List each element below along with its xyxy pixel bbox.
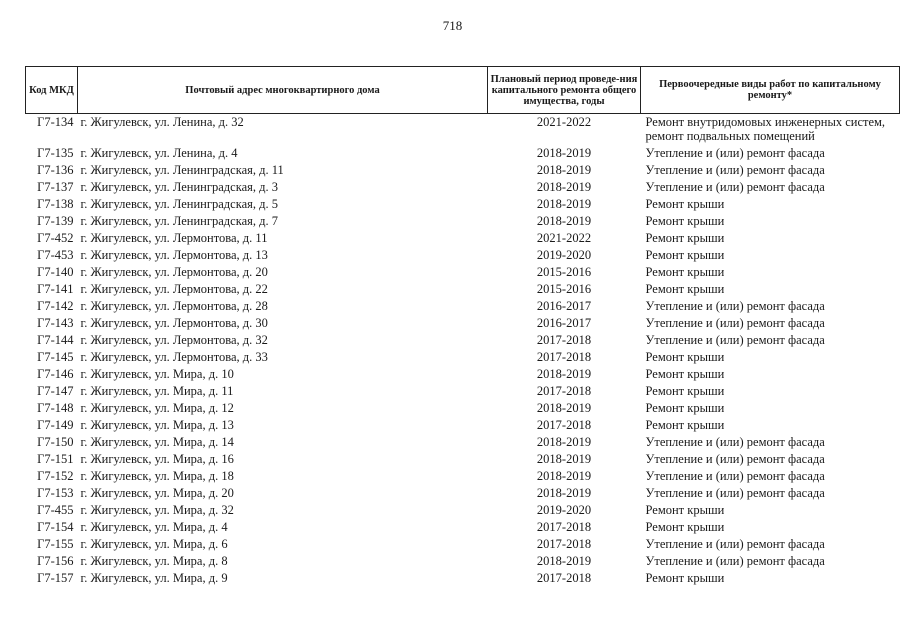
works-cell: Ремонт крыши [645,214,725,228]
table-row [26,519,900,536]
address-cell: г. Жигулевск, ул. Мира, д. 10 [80,367,234,381]
table-row [26,332,900,349]
table-row [26,315,900,332]
period-cell: 2018-2019 [536,435,592,449]
code-cell: Г7-155 [37,537,74,551]
works-cell: Утепление и (или) ремонт фасада [645,146,825,160]
address-cell: г. Жигулевск, ул. Ленинградская, д. 3 [80,180,278,194]
table-row [26,264,900,281]
works-cell: Утепление и (или) ремонт фасада [645,554,825,568]
works-cell: Утепление и (или) ремонт фасада [645,333,825,347]
header-address: Почтовый адрес многоквартирного дома [78,67,488,114]
code-cell: Г7-453 [37,248,74,262]
table-row [26,230,900,247]
address-cell: г. Жигулевск, ул. Мира, д. 4 [80,520,228,534]
code-cell: Г7-152 [37,469,74,483]
period-cell: 2018-2019 [536,554,592,568]
table-row [26,434,900,451]
address-cell: г. Жигулевск, ул. Ленинградская, д. 7 [80,214,278,228]
code-cell: Г7-151 [37,452,74,466]
table-row [26,213,900,230]
works-cell: Утепление и (или) ремонт фасада [645,180,825,194]
code-cell: Г7-143 [37,316,74,330]
works-cell: Ремонт крыши [645,282,725,296]
code-cell: Г7-455 [37,503,74,517]
header-row [26,67,900,114]
table-row [26,400,900,417]
works-cell: Утепление и (или) ремонт фасада [645,316,825,330]
period-cell: 2021-2022 [536,115,592,129]
table-row [26,553,900,570]
code-cell: Г7-145 [37,350,74,364]
period-cell: 2017-2018 [536,418,592,432]
code-cell: Г7-157 [37,571,74,585]
header-code: Код МКД [26,67,78,114]
code-cell: Г7-150 [37,435,74,449]
period-cell: 2017-2018 [536,537,592,551]
table-row [26,298,900,315]
code-cell: Г7-452 [37,231,74,245]
table-row [26,366,900,383]
period-cell: 2016-2017 [536,299,592,313]
period-cell: 2015-2016 [536,265,592,279]
code-cell: Г7-146 [37,367,74,381]
period-cell: 2018-2019 [536,367,592,381]
table-row [26,468,900,485]
code-cell: Г7-135 [37,146,74,160]
code-cell: Г7-139 [37,214,74,228]
works-cell: Ремонт крыши [645,520,725,534]
code-cell: Г7-144 [37,333,74,347]
works-cell: Ремонт крыши [645,503,725,517]
code-cell: Г7-147 [37,384,74,398]
period-cell: 2015-2016 [536,282,592,296]
address-cell: г. Жигулевск, ул. Мира, д. 32 [80,503,234,517]
address-cell: г. Жигулевск, ул. Лермонтова, д. 22 [80,282,268,296]
period-cell: 2018-2019 [536,401,592,415]
address-cell: г. Жигулевск, ул. Лермонтова, д. 28 [80,299,268,313]
address-cell: г. Жигулевск, ул. Мира, д. 18 [80,469,234,483]
table-row [26,349,900,366]
table-body [26,114,900,588]
table-row [26,162,900,179]
address-cell: г. Жигулевск, ул. Ленинградская, д. 11 [80,163,284,177]
works-cell: Ремонт крыши [645,231,725,245]
address-cell: г. Жигулевск, ул. Мира, д. 13 [80,418,234,432]
address-cell: г. Жигулевск, ул. Мира, д. 12 [80,401,234,415]
code-cell: Г7-156 [37,554,74,568]
address-cell: г. Жигулевск, ул. Лермонтова, д. 11 [80,231,268,245]
address-cell: г. Жигулевск, ул. Мира, д. 14 [80,435,234,449]
works-cell: Утепление и (или) ремонт фасада [645,299,825,313]
table-row [26,247,900,264]
works-cell: Ремонт крыши [645,571,725,585]
code-cell: Г7-154 [37,520,74,534]
works-cell: Утепление и (или) ремонт фасада [645,537,825,551]
code-cell: Г7-140 [37,265,74,279]
table-row [26,383,900,400]
period-cell: 2018-2019 [536,469,592,483]
period-cell: 2016-2017 [536,316,592,330]
works-cell: Ремонт крыши [645,248,725,262]
period-cell: 2017-2018 [536,350,592,364]
period-cell: 2019-2020 [536,503,592,517]
code-cell: Г7-136 [37,163,74,177]
header-period: Плановый период проведе-ния капитального ремонта общего имущества, годы [488,67,641,114]
period-cell: 2018-2019 [536,180,592,194]
table-row [26,281,900,298]
code-cell: Г7-138 [37,197,74,211]
code-cell: Г7-137 [37,180,74,194]
address-cell: г. Жигулевск, ул. Мира, д. 9 [80,571,228,585]
table-header [26,67,900,114]
address-cell: г. Жигулевск, ул. Мира, д. 20 [80,486,234,500]
address-cell: г. Жигулевск, ул. Лермонтова, д. 20 [80,265,268,279]
table-row [26,536,900,553]
works-cell: Утепление и (или) ремонт фасада [645,163,825,177]
period-cell: 2017-2018 [536,571,592,585]
period-cell: 2021-2022 [536,231,592,245]
address-cell: г. Жигулевск, ул. Мира, д. 8 [80,554,228,568]
table-row [26,179,900,196]
period-cell: 2019-2020 [536,248,592,262]
works-cell: Ремонт крыши [645,367,725,381]
works-cell: Ремонт крыши [645,401,725,415]
works-cell: Утепление и (или) ремонт фасада [645,486,825,500]
period-cell: 2018-2019 [536,163,592,177]
code-cell: Г7-149 [37,418,74,432]
capital-repair-table [25,66,900,587]
works-cell: Ремонт крыши [645,265,725,279]
table-row [26,502,900,519]
period-cell: 2017-2018 [536,333,592,347]
code-cell: Г7-142 [37,299,74,313]
code-cell: Г7-153 [37,486,74,500]
works-cell: Ремонт крыши [645,384,725,398]
header-works: Первоочередные виды работ по капитальному ремонту* [641,67,900,114]
address-cell: г. Жигулевск, ул. Ленинградская, д. 5 [80,197,278,211]
page-number: 718 [442,18,463,33]
table-row [26,114,900,146]
address-cell: г. Жигулевск, ул. Мира, д. 16 [80,452,234,466]
period-cell: 2018-2019 [536,486,592,500]
period-cell: 2017-2018 [536,384,592,398]
address-cell: г. Жигулевск, ул. Ленина, д. 4 [80,146,238,160]
code-cell: Г7-134 [37,115,74,129]
works-cell: Ремонт внутридомовых инженерных систем, ремонт подвальных помещений [645,115,886,143]
table-row [26,417,900,434]
works-cell: Ремонт крыши [645,350,725,364]
code-cell: Г7-141 [37,282,74,296]
address-cell: г. Жигулевск, ул. Лермонтова, д. 33 [80,350,268,364]
address-cell: г. Жигулевск, ул. Лермонтова, д. 13 [80,248,268,262]
address-cell: г. Жигулевск, ул. Мира, д. 6 [80,537,228,551]
table-row [26,451,900,468]
table-row [26,570,900,587]
period-cell: 2018-2019 [536,214,592,228]
works-cell: Утепление и (или) ремонт фасада [645,452,825,466]
works-cell: Утепление и (или) ремонт фасада [645,469,825,483]
address-cell: г. Жигулевск, ул. Мира, д. 11 [80,384,234,398]
period-cell: 2018-2019 [536,452,592,466]
period-cell: 2018-2019 [536,146,592,160]
table-row [26,196,900,213]
works-cell: Ремонт крыши [645,197,725,211]
table-row [26,145,900,162]
address-cell: г. Жигулевск, ул. Ленина, д. 32 [80,115,244,129]
period-cell: 2018-2019 [536,197,592,211]
works-cell: Утепление и (или) ремонт фасада [645,435,825,449]
works-cell: Ремонт крыши [645,418,725,432]
table-row [26,485,900,502]
period-cell: 2017-2018 [536,520,592,534]
code-cell: Г7-148 [37,401,74,415]
address-cell: г. Жигулевск, ул. Лермонтова, д. 32 [80,333,268,347]
address-cell: г. Жигулевск, ул. Лермонтова, д. 30 [80,316,268,330]
